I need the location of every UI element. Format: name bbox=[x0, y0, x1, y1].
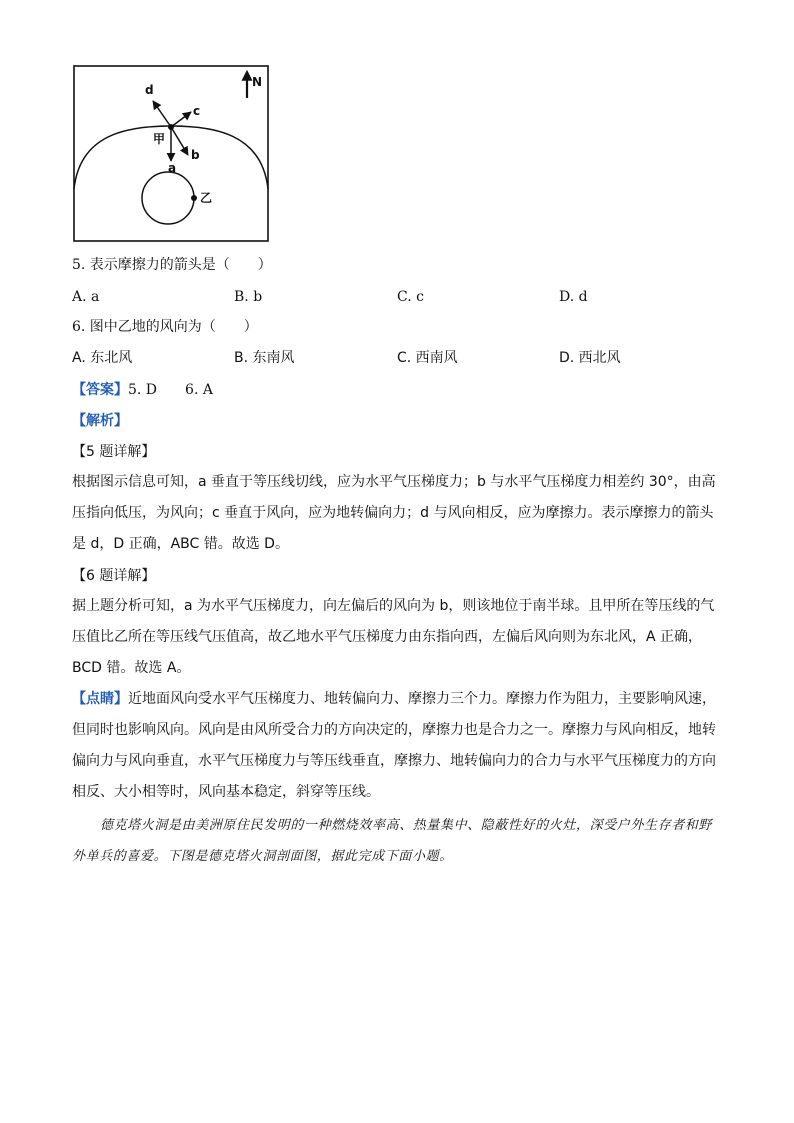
arrow-a-label: a bbox=[168, 161, 177, 175]
analysis-line bbox=[72, 412, 128, 430]
q5-stem: 5. 表示摩擦力的箭头是（ ） bbox=[72, 257, 272, 273]
q6-option-d: D. 西北风 bbox=[559, 350, 621, 366]
q5-option-b: B. b bbox=[234, 289, 263, 305]
q5-option-a: A. a bbox=[72, 289, 100, 305]
yi-label: 乙 bbox=[200, 191, 213, 205]
arrow-d bbox=[153, 101, 171, 127]
tips-text: 近地面风向受水平气压梯度力、地转偏向力、摩擦力三个力。摩擦力作为阻力，主要影响风速，但同时也影响风向。风向是由风所受合力的方向决定的，摩擦力也是合力之一。摩擦力与风向相反，地转偏向力与风向垂直，水平气压梯度力与等压线垂直，摩擦力、地转偏向力的合力与水平气压梯度力的方向相反、大小相等时，风向基本稳定，斜穿等压线。 bbox=[72, 691, 716, 800]
q5-option-c: C. c bbox=[397, 289, 424, 305]
intro-paragraph: 德克塔火洞是由美洲原住民发明的一种燃烧效率高、热量集中、隐蔽性好的火灶，深受户外生存者和野外单兵的喜爱。下图是德克塔火洞剖面图，据此完成下面小题。 bbox=[72, 818, 713, 864]
detail5-text: 根据图示信息可知，a 垂直于等压线切线，应为水平气压梯度力；b 与水平气压梯度力相差约 30°，由高压指向低压，为风向；c 垂直于风向，应为地转偏向力；d 与风向相反，应为摩擦力。表示摩擦力的箭头是 d，D 正确，ABC 错。故选 D。 bbox=[72, 474, 716, 552]
yi-point bbox=[191, 195, 197, 201]
detail6-heading: 【6 题详解】 bbox=[72, 568, 156, 584]
arrow-d-label: d bbox=[145, 83, 154, 97]
north-label: N bbox=[252, 75, 263, 89]
q6-option-c: C. 西南风 bbox=[397, 350, 458, 366]
q6-option-a: A. 东北风 bbox=[72, 350, 133, 366]
arrow-b-label: b bbox=[191, 148, 200, 162]
answer-text: 5. D 6. A bbox=[128, 382, 213, 398]
diagram-svg bbox=[72, 64, 270, 244]
arrow-b bbox=[171, 127, 188, 155]
detail5-heading: 【5 题详解】 bbox=[72, 444, 156, 460]
answer-line bbox=[72, 381, 213, 399]
inner-isobar-circle bbox=[142, 172, 194, 224]
tips-tag: 【点睛】 bbox=[72, 691, 128, 707]
q6-stem: 6. 图中乙地的风向为（ ） bbox=[72, 319, 258, 335]
arrow-c-label: c bbox=[193, 104, 201, 118]
tips-paragraph bbox=[72, 684, 722, 808]
arrow-c bbox=[171, 112, 191, 127]
detail6-text: 据上题分析可知，a 为水平气压梯度力，向左偏后的风向为 b，则该地位于南半球。且甲所在等压线的气压值比乙所在等压线气压值高，故乙地水平气压梯度力由东指向西，左偏后风向则为东北风，A 正确，BCD 错。故选 A。 bbox=[72, 598, 715, 676]
answer-tag: 【答案】 bbox=[72, 382, 128, 398]
q6-option-b: B. 东南风 bbox=[234, 350, 295, 366]
q5-option-d: D. d bbox=[559, 289, 588, 305]
wind-force-diagram bbox=[72, 64, 270, 244]
jia-label: 甲 bbox=[153, 132, 166, 146]
analysis-tag: 【解析】 bbox=[72, 413, 128, 429]
